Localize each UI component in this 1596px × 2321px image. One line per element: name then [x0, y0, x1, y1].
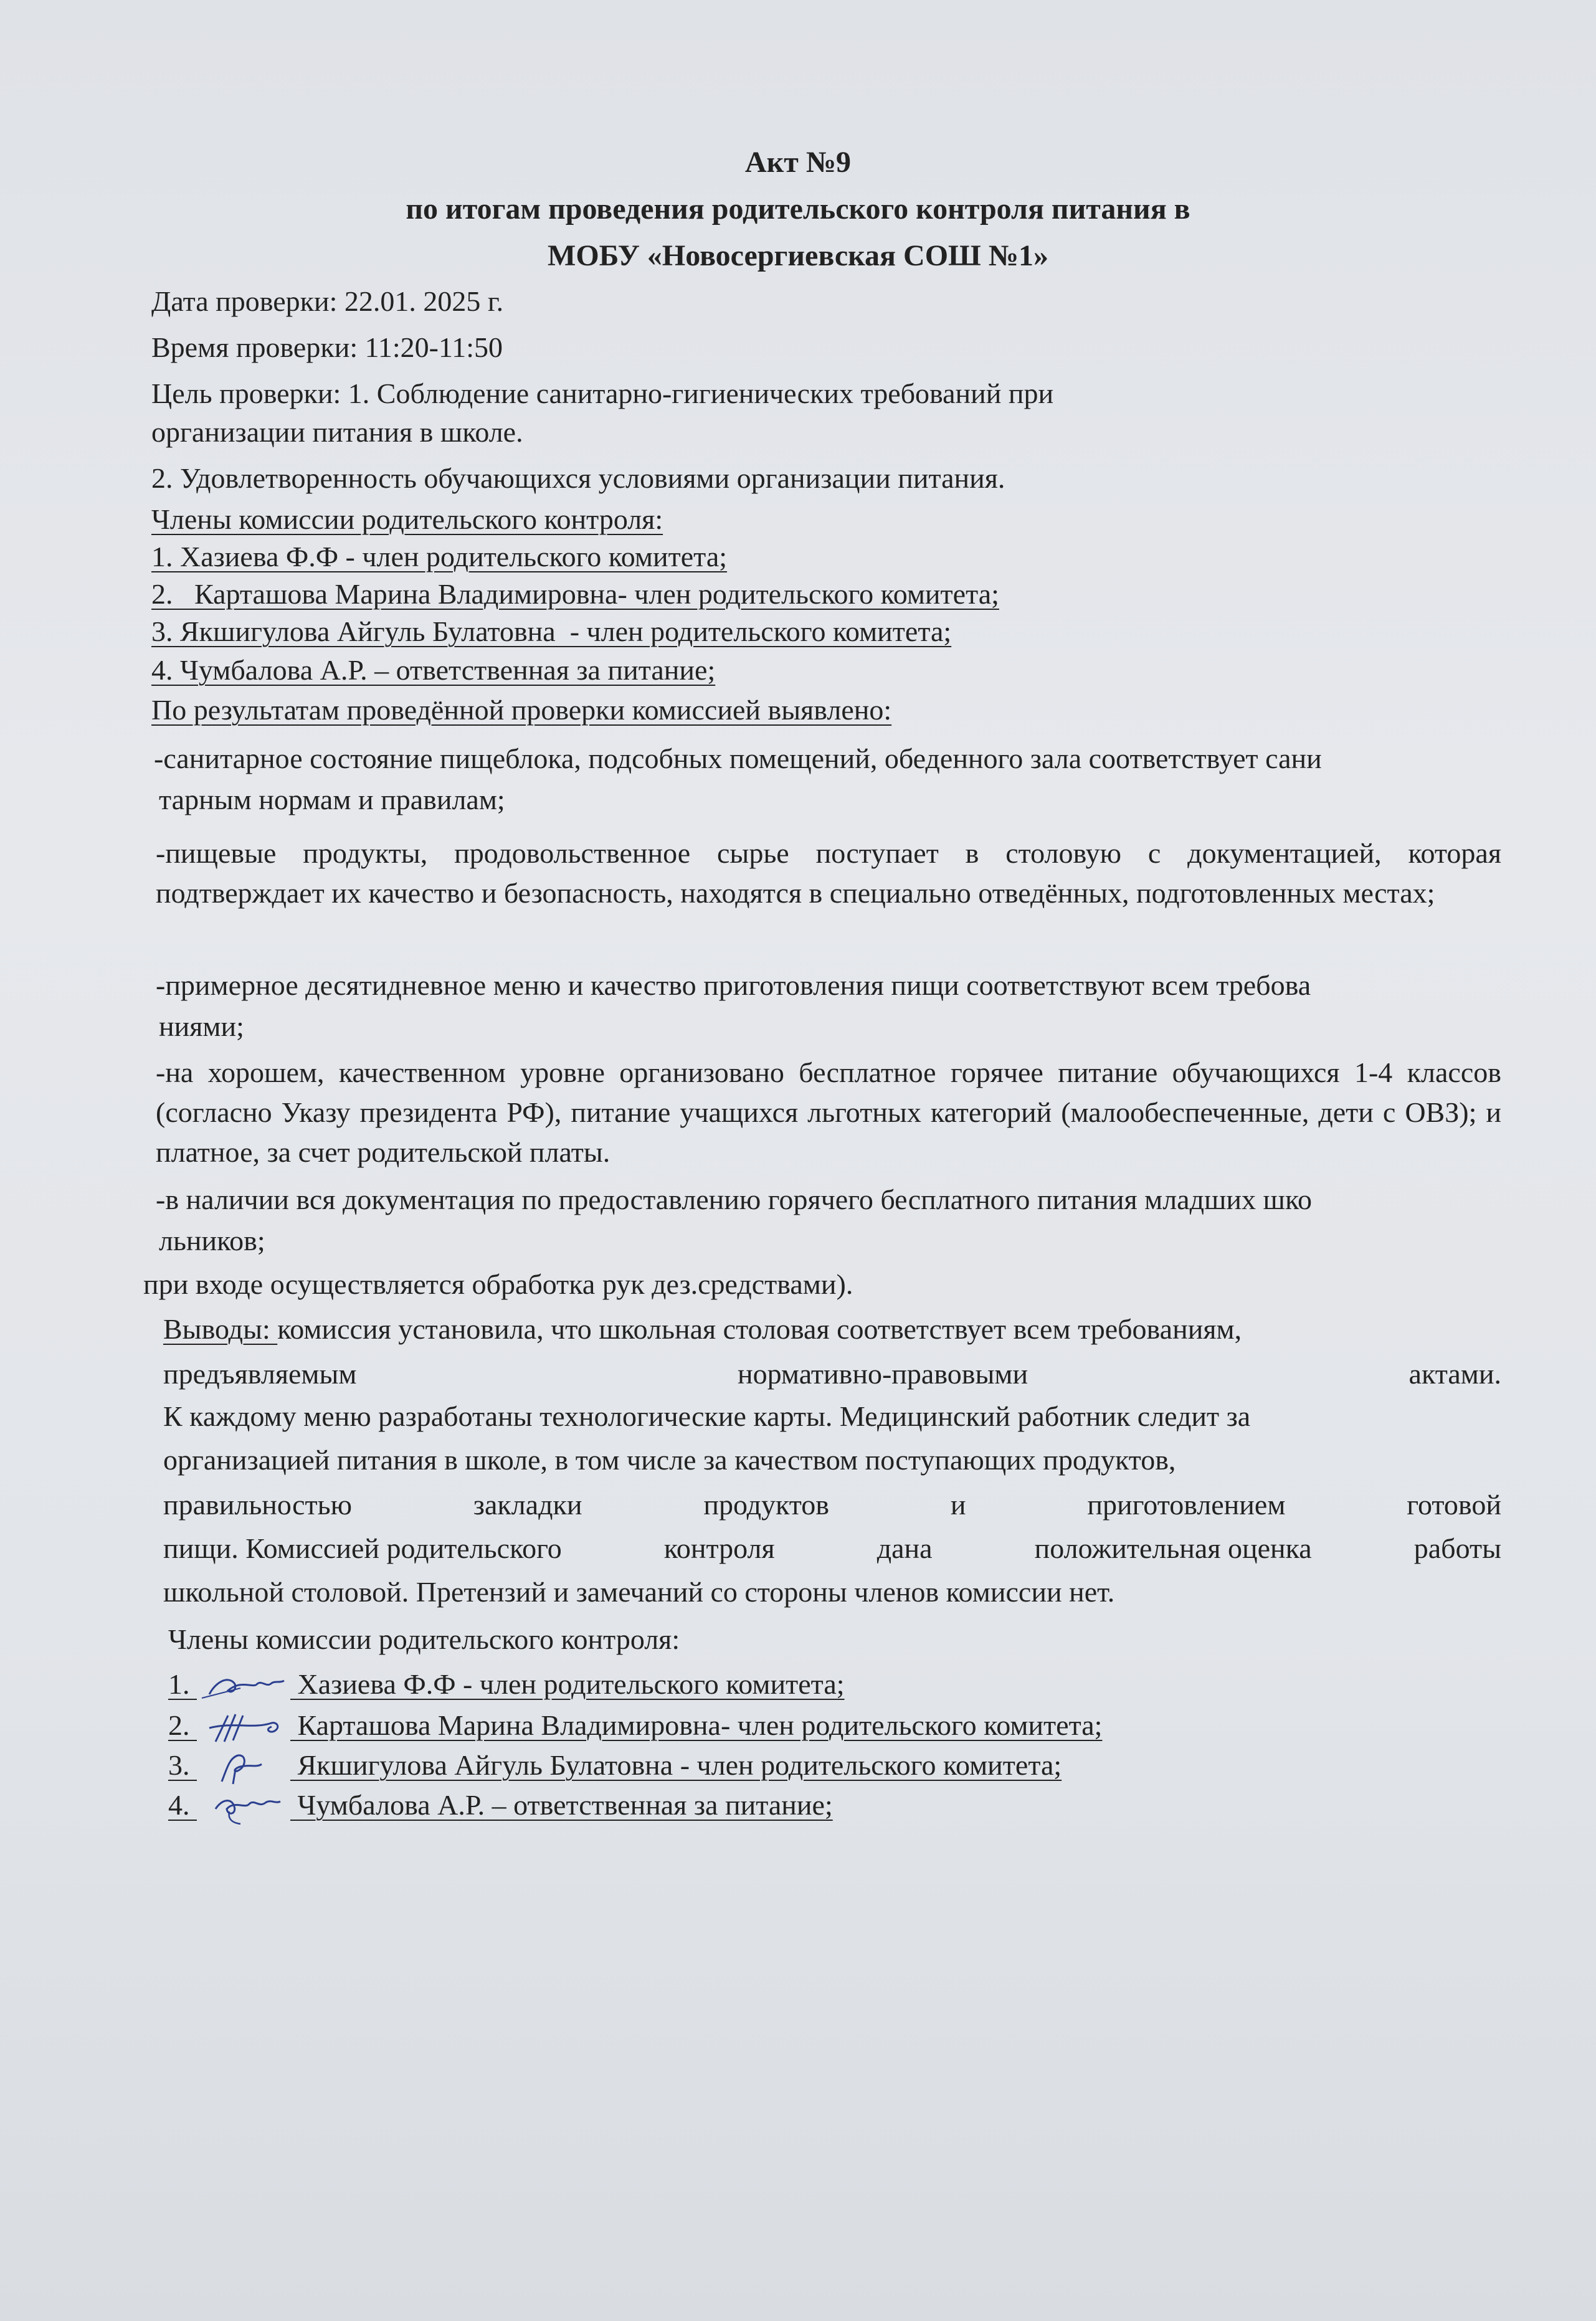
signature-row	[168, 1708, 1102, 1745]
conclusion-word: предъявляемым	[163, 1358, 357, 1390]
conclusion-line: школьной столовой. Претензий и замечаний со стороны членов комиссии нет.	[163, 1576, 1115, 1608]
conclusion-line	[163, 1311, 1501, 1348]
result-paragraph: -пищевые продукты, продовольственное сырье поступает в столовую с документацией, которая подтверждает их качество и безопасность, находятся в специально отведённых, подготовленных местах;	[156, 837, 1501, 909]
commission-heading: Члены комиссии родительского контроля:	[151, 503, 663, 535]
commission-member: 1. Хазиева Ф.Ф - член родительского комитета;	[151, 541, 728, 572]
conclusion-line	[163, 1530, 1501, 1567]
result-paragraph: -в наличии вся документация по предоставлению горячего бесплатного питания младших шко	[156, 1184, 1312, 1215]
result-paragraph: льников;	[159, 1225, 265, 1256]
inspection-date: Дата проверки: 22.01. 2025 г.	[151, 285, 504, 317]
goal-line-2: организации питания в школе.	[151, 416, 523, 448]
conclusion-word: продуктов	[703, 1489, 829, 1521]
signature-number: 4.	[168, 1789, 190, 1821]
signature-member-text: Карташова Марина Владимировна- член родительского комитета;	[297, 1709, 1103, 1741]
signature-member-text: Хазиева Ф.Ф - член родительского комитета;	[297, 1668, 845, 1700]
signature-row	[168, 1667, 845, 1704]
conclusion-line	[163, 1486, 1501, 1524]
handwritten-signature	[197, 1711, 290, 1745]
conclusion-line	[163, 1355, 1501, 1393]
result-paragraph: ниями;	[159, 1010, 244, 1042]
signature-member-text: Чумбалова А.Р. – ответственная за питание;	[297, 1789, 833, 1821]
conclusion-word: положительная оценка	[1034, 1532, 1312, 1564]
goal-line-3: 2. Удовлетворенность обучающихся условиями организации питания.	[151, 462, 1005, 494]
handwritten-signature	[197, 1750, 290, 1785]
signature-number: 2.	[168, 1709, 190, 1741]
result-paragraph: -примерное десятидневное меню и качество приготовления пищи соответствуют всем требова	[156, 969, 1311, 1001]
conclusion-word: работы	[1413, 1532, 1501, 1564]
conclusion-word: контроля	[663, 1532, 775, 1564]
signature-number: 3.	[168, 1749, 190, 1781]
result-paragraph: -санитарное состояние пищеблока, подсобных помещений, обеденного зала соответствует сани	[154, 743, 1322, 774]
conclusion-line	[163, 1441, 1501, 1479]
result-paragraph: при входе осуществляется обработка рук дез.средствами).	[143, 1268, 853, 1300]
commission-member: 2. Карташова Марина Владимировна- член родительского комитета;	[151, 578, 999, 610]
document-subtitle: по итогам проведения родительского контроля питания в	[406, 192, 1190, 225]
conclusions-label: Выводы:	[163, 1313, 278, 1345]
inspection-time: Время проверки: 11:20-11:50	[151, 331, 503, 363]
school-name: МОБУ «Новосергиевская СОШ №1»	[548, 239, 1048, 272]
goal-line-1: Цель проверки: 1. Соблюдение санитарно-гигиенических требований при	[151, 377, 1054, 409]
commission-member: 3. Якшигулова Айгуль Булатовна - член родительского комитета;	[151, 615, 952, 647]
conclusion-word: приготовлением	[1087, 1489, 1286, 1521]
results-heading: По результатам проведённой проверки комиссией выявлено:	[151, 694, 892, 726]
commission-member: 4. Чумбалова А.Р. – ответственная за питание;	[151, 654, 716, 686]
conclusion-text: организацией питания в школе, в том числе за качеством поступающих продуктов,	[163, 1444, 1176, 1476]
conclusion-word: нормативно-правовыми	[737, 1358, 1028, 1390]
conclusion-word: готовой	[1407, 1489, 1501, 1521]
conclusion-word: дана	[876, 1532, 933, 1564]
conclusion-word: актами.	[1408, 1358, 1501, 1390]
signature-row	[168, 1748, 1062, 1785]
conclusion-word: правильностью	[163, 1489, 352, 1521]
handwritten-signature	[197, 1790, 290, 1825]
document-title: Акт №9	[744, 146, 852, 179]
conclusion-text	[163, 1311, 1242, 1348]
result-paragraph: -на хорошем, качественном уровне организовано бесплатное горячее питание обучающихся 1-4 классов (согласно Указу президента РФ), питание учащихся льготных категорий (малообеспеченные, дети с ОВЗ); и платное, за счет родительской платы.	[156, 1056, 1501, 1168]
conclusion-text: комиссия установила, что школьная столовая соответствует всем требованиям,	[277, 1313, 1242, 1345]
signature-number: 1.	[168, 1668, 190, 1700]
signature-member-text: Якшигулова Айгуль Булатовна - член родительского комитета;	[297, 1749, 1062, 1781]
conclusion-word: пищи. Комиссией родительского	[163, 1532, 562, 1564]
conclusion-word: закладки	[473, 1489, 582, 1521]
handwritten-signature	[197, 1669, 290, 1704]
conclusion-word: и	[950, 1489, 966, 1521]
result-paragraph: тарным нормам и правилам;	[159, 784, 505, 815]
conclusion-line	[163, 1398, 1501, 1435]
conclusion-text: К каждому меню разработаны технологические карты. Медицинский работник следит за	[163, 1400, 1251, 1432]
signatures-heading: Члены комиссии родительского контроля:	[168, 1623, 680, 1655]
signature-row	[168, 1788, 833, 1825]
